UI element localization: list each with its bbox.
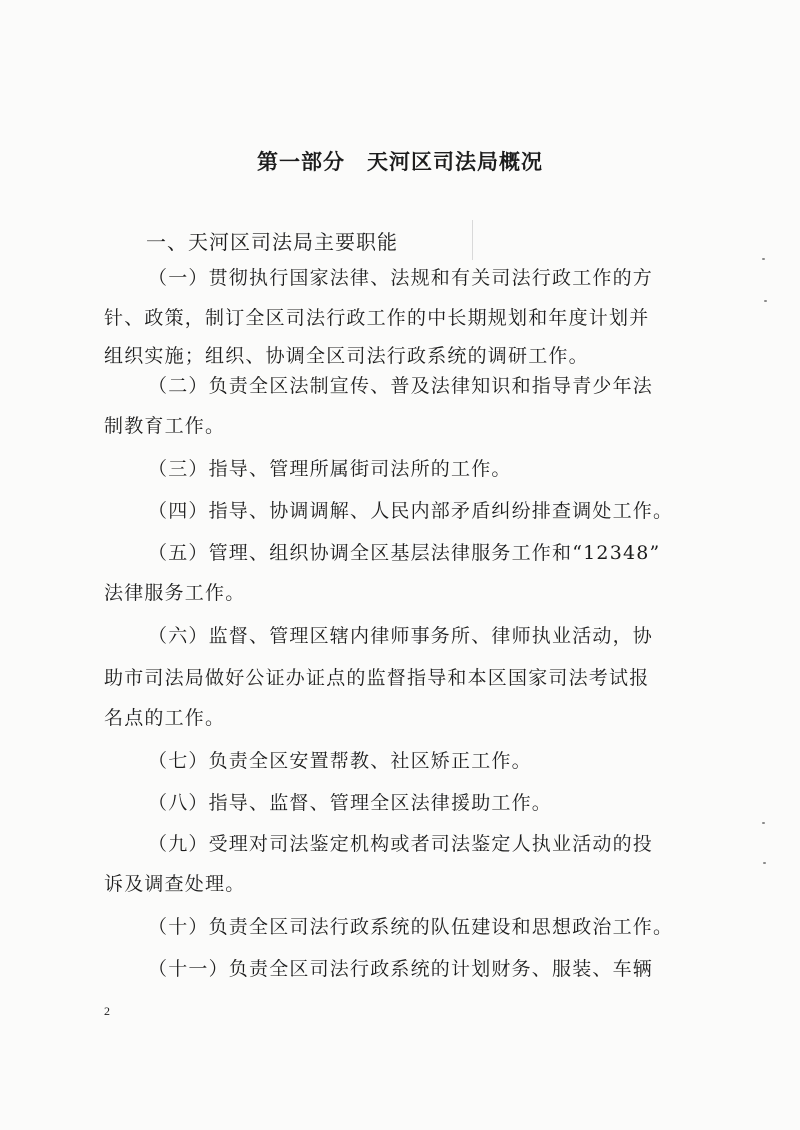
body-line: 名点的工作。 [104, 707, 226, 729]
body-line: 制教育工作。 [104, 415, 226, 437]
section-heading: 一、天河区司法局主要职能 [146, 230, 398, 254]
body-line: 诉及调查处理。 [104, 873, 246, 895]
body-line: （一）贯彻执行国家法律、法规和有关司法行政工作的方 [148, 267, 654, 289]
page-title: 第一部分 天河区司法局概况 [257, 150, 543, 174]
body-line: （三）指导、管理所属街司法所的工作。 [148, 458, 512, 480]
scan-speck [764, 300, 767, 302]
body-line: 助市司法局做好公证办证点的监督指导和本区国家司法考试报 [104, 667, 650, 689]
scan-speck [762, 822, 765, 824]
body-line: （九）受理对司法鉴定机构或者司法鉴定人执业活动的投 [148, 833, 654, 855]
body-line: （八）指导、监督、管理全区法律援助工作。 [148, 792, 553, 814]
body-line: （四）指导、协调调解、人民内部矛盾纠纷排查调处工作。 [148, 500, 674, 522]
body-line: （十一）负责全区司法行政系统的计划财务、服装、车辆 [148, 958, 654, 980]
scan-speck [763, 862, 766, 864]
scan-artifact-line [472, 220, 473, 260]
body-line: （五）管理、组织协调全区基层法律服务工作和“12348” [148, 542, 661, 564]
body-line: （六）监督、管理区辖内律师事务所、律师执业活动，协 [148, 625, 654, 647]
body-line: （七）负责全区安置帮教、社区矫正工作。 [148, 750, 532, 772]
body-line: 针、政策，制订全区司法行政工作的中长期规划和年度计划并 [104, 307, 650, 329]
body-line: 组织实施；组织、协调全区司法行政系统的调研工作。 [104, 345, 589, 367]
body-line: 法律服务工作。 [104, 582, 246, 604]
body-line: （十）负责全区司法行政系统的队伍建设和思想政治工作。 [148, 916, 674, 938]
page-number: 2 [104, 1004, 110, 1018]
scan-speck [762, 258, 765, 260]
body-line: （二）负责全区法制宣传、普及法律知识和指导青少年法 [148, 375, 654, 397]
